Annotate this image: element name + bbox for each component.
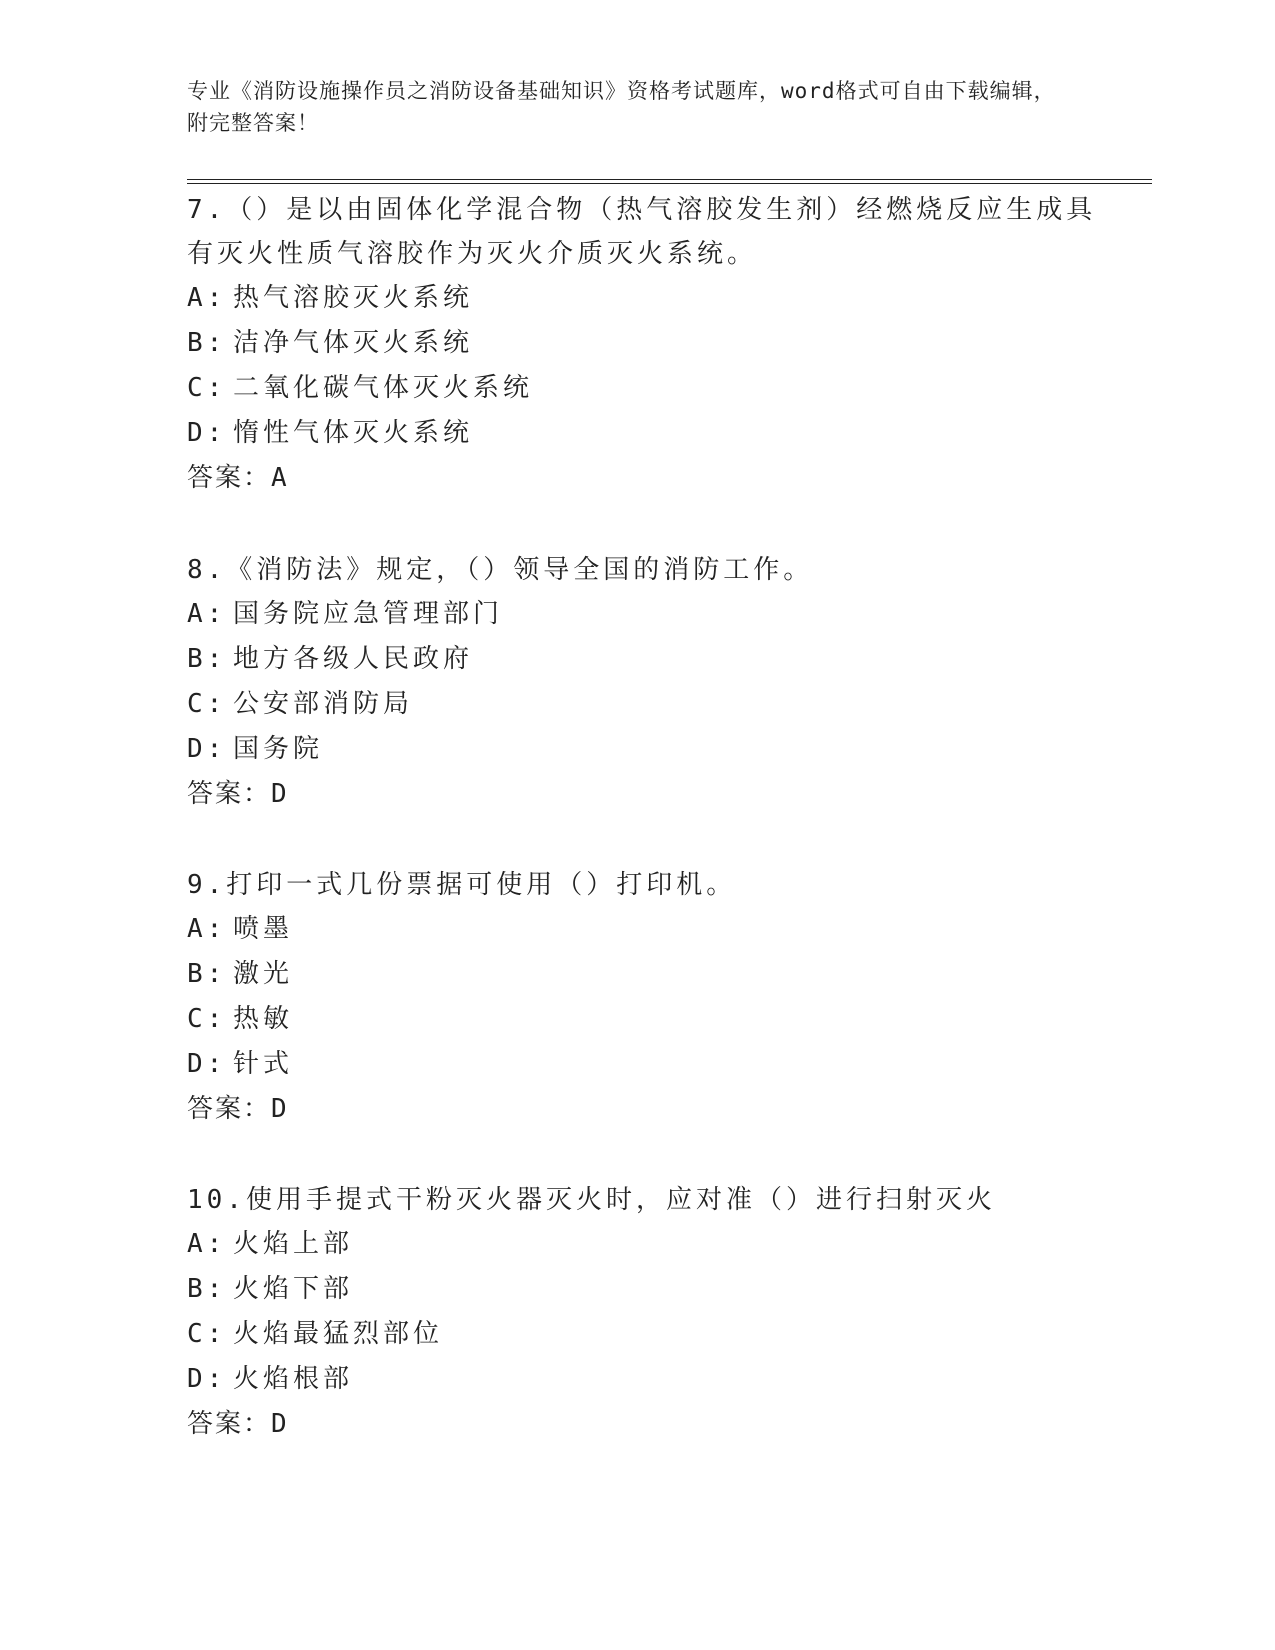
option-text: 二氧化碳气体灭火系统 [233,373,534,403]
question-9 [187,863,1107,1132]
option-text: 激光 [233,959,294,989]
option-d [187,727,1107,772]
option-letter: B: [187,959,227,989]
answer-value: D [271,779,289,809]
option-text: 火焰上部 [233,1229,354,1259]
option-text: 火焰根部 [233,1364,354,1394]
option-letter: D: [187,734,227,764]
answer-value: D [271,1094,289,1124]
question-text: 7.（）是以由固体化学混合物（热气溶胶发生剂）经燃烧反应生成具有灭火性质气溶胶作为灭火介质灭火系统。 [187,195,1097,269]
option-d [187,1357,1107,1402]
header-divider-bottom [187,183,1152,184]
option-letter: C: [187,373,227,403]
option-c [187,366,1107,411]
option-d [187,411,1107,456]
option-c [187,997,1107,1042]
option-b [187,637,1107,682]
answer-label: 答案： [187,779,272,809]
header-divider-top [187,179,1152,180]
option-letter: D: [187,418,227,448]
option-letter: B: [187,1274,227,1304]
question-10 [187,1178,1107,1447]
option-text: 洁净气体灭火系统 [233,328,474,358]
question-7 [187,188,1107,501]
option-a [187,592,1107,637]
question-text: 9.打印一式几份票据可使用（）打印机。 [187,870,737,900]
option-c [187,682,1107,727]
option-b [187,321,1107,366]
option-letter: C: [187,689,227,719]
option-letter: A: [187,914,227,944]
option-letter: D: [187,1364,227,1394]
answer-line [187,1087,1107,1132]
option-b [187,1267,1107,1312]
option-text: 公安部消防局 [233,689,414,719]
option-letter: D: [187,1049,227,1079]
option-letter: A: [187,599,227,629]
option-text: 火焰下部 [233,1274,354,1304]
document-header-text: 专业《消防设施操作员之消防设备基础知识》资格考试题库，word格式可自由下载编辑，附完整答案！ [187,79,1056,135]
answer-value: A [271,463,289,493]
option-letter: A: [187,1229,227,1259]
question-text: 8.《消防法》规定，（）领导全国的消防工作。 [187,555,814,585]
option-text: 国务院应急管理部门 [233,599,504,629]
option-letter: B: [187,328,227,358]
option-text: 地方各级人民政府 [233,644,474,674]
option-a [187,907,1107,952]
answer-line [187,772,1107,817]
option-letter: C: [187,1004,227,1034]
answer-line [187,1402,1107,1447]
option-text: 热敏 [233,1004,294,1034]
answer-value: D [271,1409,289,1439]
option-text: 惰性气体灭火系统 [233,418,474,448]
option-text: 火焰最猛烈部位 [233,1319,444,1349]
option-letter: C: [187,1319,227,1349]
option-text: 针式 [233,1049,294,1079]
option-d [187,1042,1107,1087]
option-a [187,1222,1107,1267]
answer-label: 答案： [187,1094,272,1124]
option-a [187,276,1107,321]
option-text: 喷墨 [233,914,294,944]
option-letter: A: [187,283,227,313]
answer-label: 答案： [187,1409,272,1439]
option-text: 国务院 [233,734,324,764]
option-letter: B: [187,644,227,674]
option-c [187,1312,1107,1357]
option-b [187,952,1107,997]
answer-label: 答案： [187,463,272,493]
question-8 [187,548,1107,817]
question-text: 10.使用手提式干粉灭火器灭火时，应对准（）进行扫射灭火 [187,1185,996,1215]
answer-line [187,456,1107,501]
option-text: 热气溶胶灭火系统 [233,283,474,313]
